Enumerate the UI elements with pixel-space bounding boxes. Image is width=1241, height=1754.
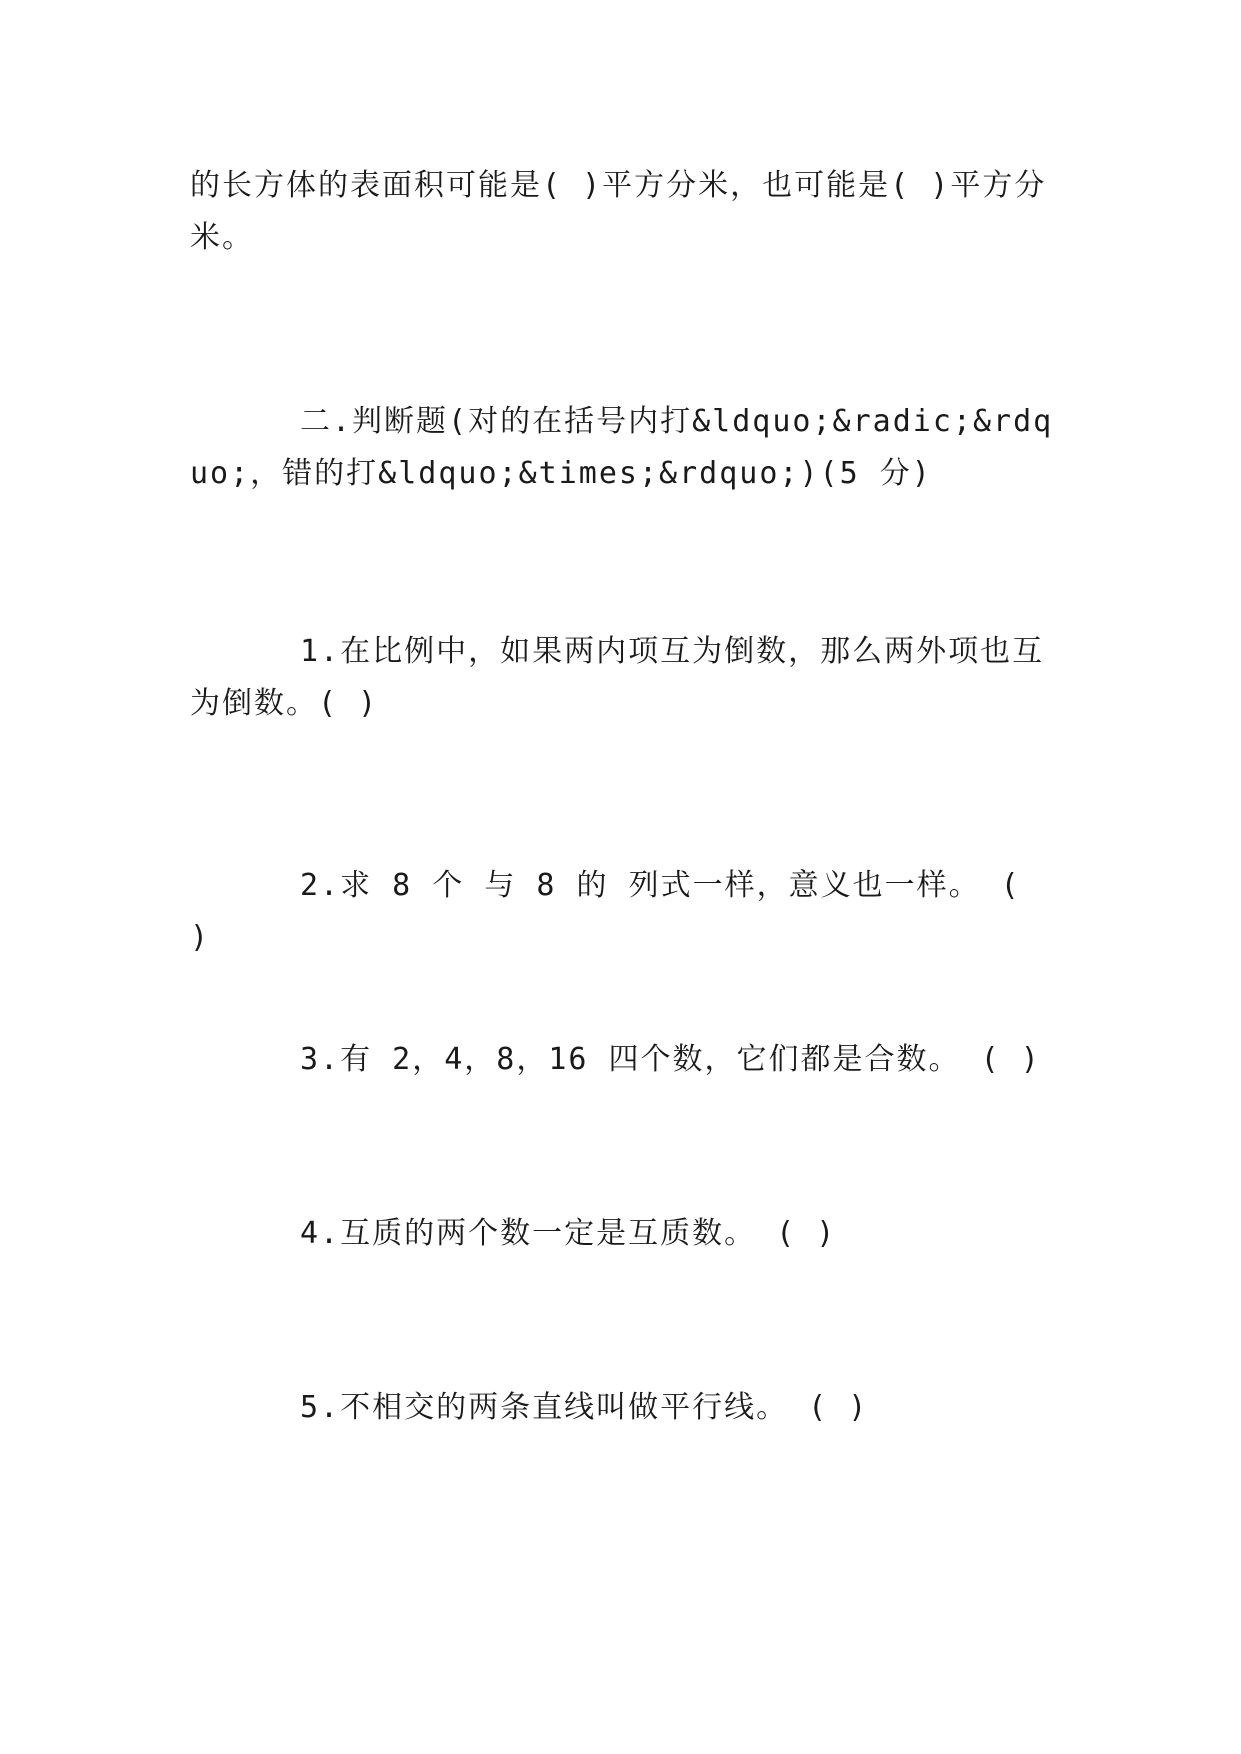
question-item-3: 3.有 2，4，8，16 四个数，它们都是合数。 ( )	[300, 1042, 1041, 1077]
question-item-4: 4.互质的两个数一定是互质数。 ( )	[300, 1216, 837, 1251]
question-item-5: 5.不相交的两条直线叫做平行线。 ( )	[300, 1390, 869, 1425]
section-title: 二.判断题(对的在括号内打&ldquo;&radic;&rdquo;，错的打&ldquo;&times;&rdquo;)(5 分)	[190, 404, 1054, 491]
continuation-paragraph: 的长方体的表面积可能是( )平方分米，也可能是( )平方分米。	[190, 168, 1047, 255]
question-item-1: 1.在比例中，如果两内项互为倒数，那么两外项也互为倒数。( )	[190, 634, 1045, 721]
question-item-2: 2.求 8 个 与 8 的 列式一样，意义也一样。 ( )	[190, 868, 1021, 955]
